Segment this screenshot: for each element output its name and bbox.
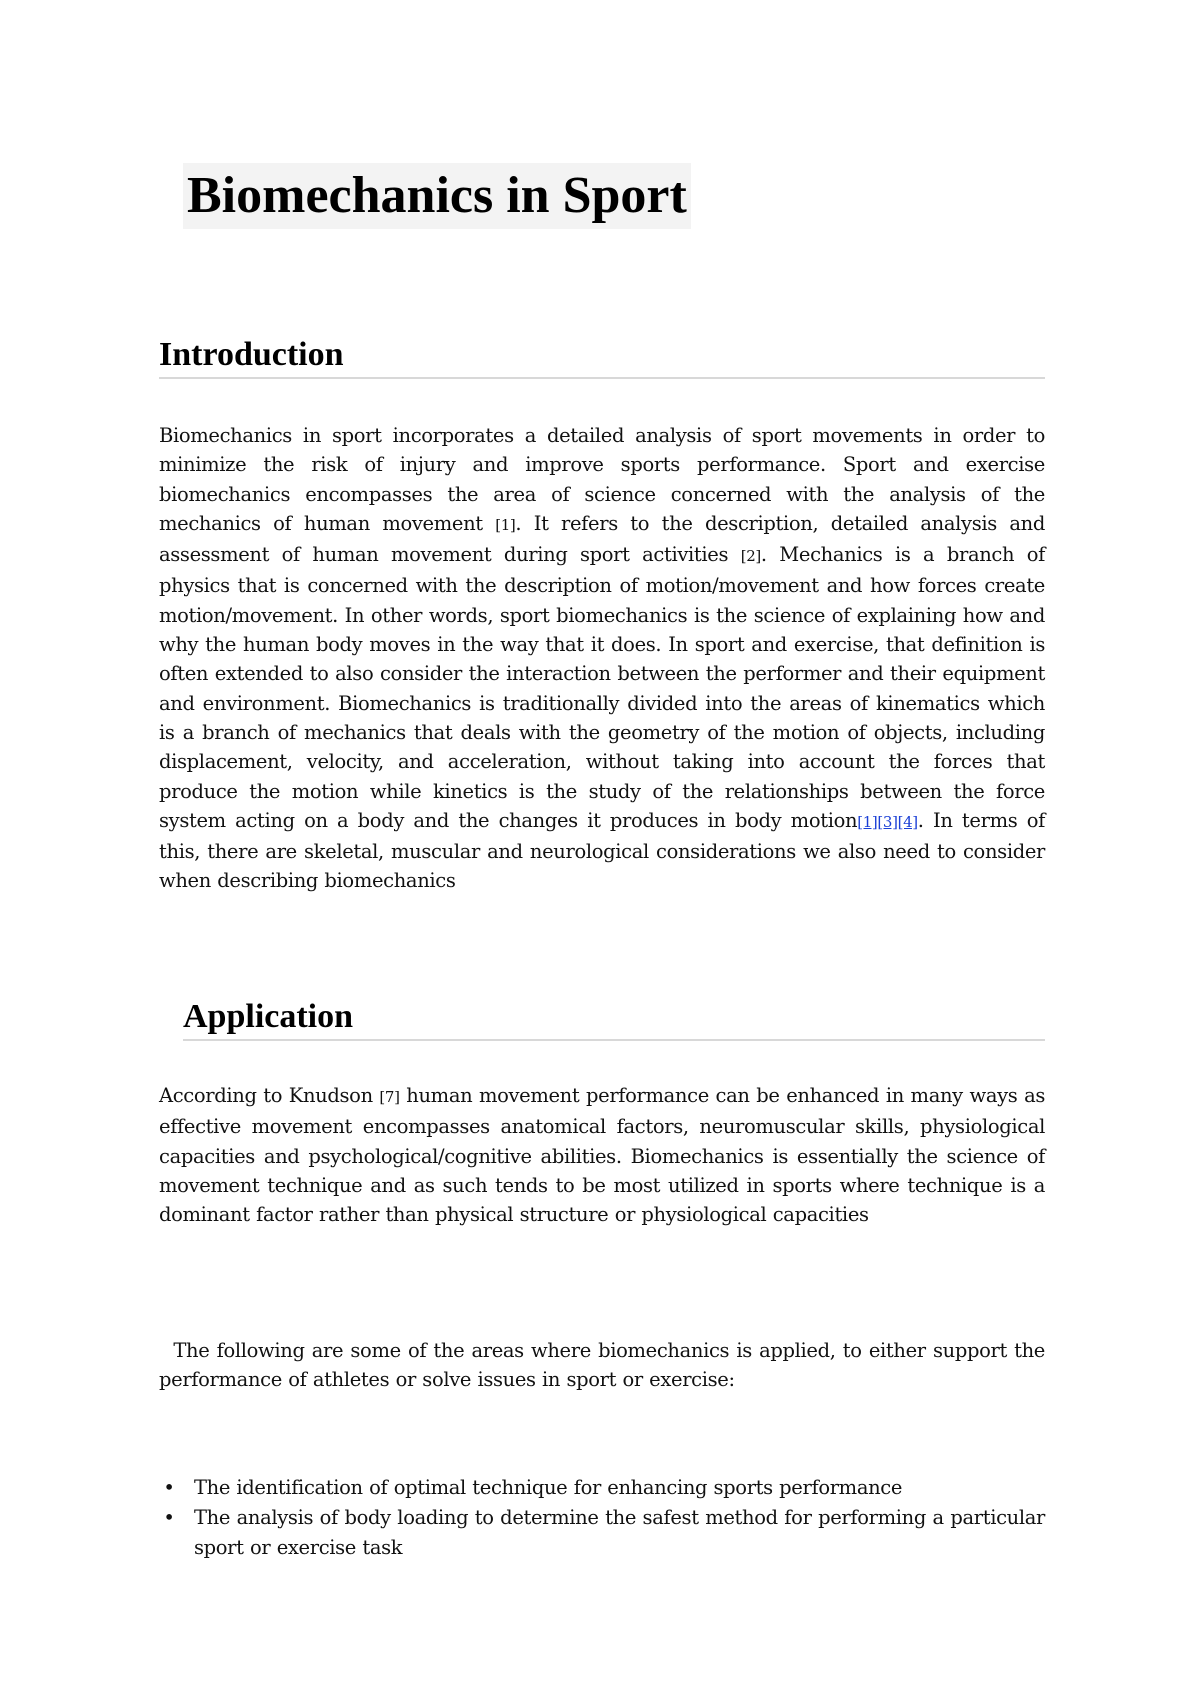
- bullet-text: The analysis of body loading to determine the safest method for performing a particular sport or exercise task: [194, 1506, 1045, 1559]
- application-paragraph: [159, 1081, 1045, 1229]
- citation-2: [2]: [740, 547, 761, 566]
- list-item: [159, 1503, 1045, 1563]
- citation-1: [1]: [495, 515, 516, 534]
- application-text-2: human movement performance can be enhanced in many ways as effective movement encompasses anatomical factors, neuromuscular skills, physiological capacities and psychological/cognitive abilities. Biomechanics is essentially the science of movement technique and as such tends to be most utilized in sports where technique is a dominant factor rather than physical structure or physiological capacities: [159, 1084, 1045, 1227]
- citation-link-4[interactable]: [4]: [897, 812, 918, 831]
- intro-text-4: . In terms of this, there are skeletal, muscular and neurological considerations we also need to consider when describing biomechanics: [159, 808, 1045, 893]
- application-bullet-list: [159, 1473, 1045, 1563]
- list-item: [159, 1473, 1045, 1503]
- introduction-paragraph: [159, 421, 1045, 896]
- citation-7: [7]: [379, 1088, 400, 1106]
- intro-text-3: . Mechanics is a branch of physics that is concerned with the description of motion/movement and how forces create motion/movement. In other words, sport biomechanics is the science of explaining how and why the human body moves in the way that it does. In sport and exercise, that definition is often extended to also consider the interaction between the performer and their equipment and environment. Biomechanics is traditionally divided into the areas of kinematics which is a branch of mechanics that deals with the geometry of the motion of objects, including displacement, velocity, and acceleration, without taking into account the forces that produce the motion while kinetics is the study of the relationships between the force system acting on a body and the changes it produces in body motion: [159, 543, 1045, 832]
- intro-text-1: Biomechanics in sport incorporates a detailed analysis of sport movements in order to minimize the risk of injury and improve sports performance. Sport and exercise biomechanics encompasses the area of science concerned with the analysis of the mechanics of human movement: [159, 424, 1045, 535]
- following-text: The following are some of the areas where biomechanics is applied, to either support the performance of athletes or solve issues in sport or exercise:: [159, 1339, 1045, 1392]
- document-title: Biomechanics in Sport: [183, 163, 691, 229]
- application-heading: Application: [183, 996, 1045, 1041]
- intro-text-2: . It refers to the description, detailed analysis and assessment of human movement during sport activities: [159, 511, 1045, 567]
- citation-link-3[interactable]: [3]: [877, 812, 898, 831]
- citation-link-1[interactable]: [1]: [857, 812, 878, 831]
- bullet-icon: •: [163, 1476, 175, 1499]
- bullet-text: The identification of optimal technique for enhancing sports performance: [194, 1476, 903, 1499]
- following-paragraph: [159, 1336, 1045, 1395]
- bullet-icon: •: [163, 1506, 175, 1529]
- introduction-heading: Introduction: [159, 334, 1045, 379]
- application-text-1: According to Knudson: [159, 1084, 380, 1107]
